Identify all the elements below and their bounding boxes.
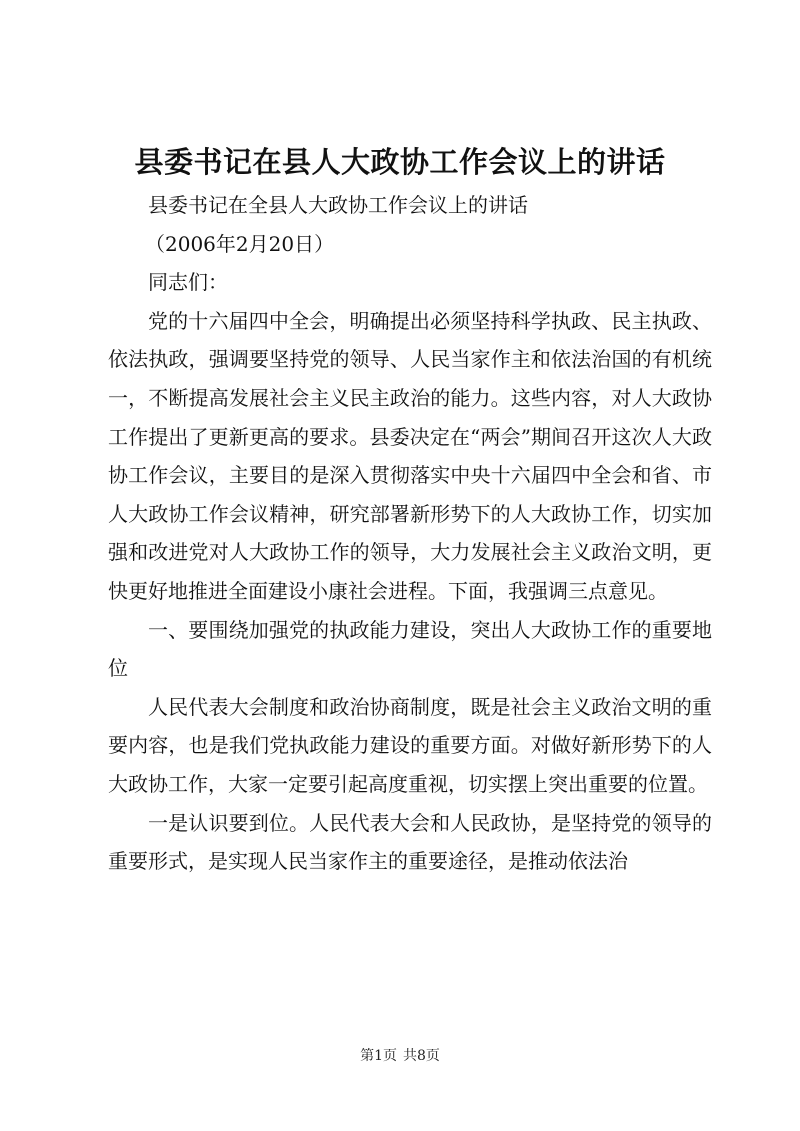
page-footer: [0, 1046, 800, 1066]
section-heading: 一、要围绕加强党的执政能力建设，突出人大政协工作的重要地位: [108, 617, 712, 681]
salutation-paragraph: 同志们：: [148, 270, 228, 295]
document-title: 县委书记在县人大政协工作会议上的讲话: [134, 145, 666, 179]
page-total: 共8页: [403, 1048, 440, 1064]
body-paragraph: 党的十六届四中全会，明确提出必须坚持科学执政、民主执政、依法执政，强调要坚持党的领导、人民当家作主和依法治国的有机统一，不断提高发展社会主义民主政治的能力。这些内容，对人大政协工作提出了更新更高的要求。县委决定在“两会”期间召开这次人大政协工作会议，主要目的是深入贯彻落实中央十六届四中全会和省、市人大政协工作会议精神，研究部署新形势下的人大政协工作，切实加强和改进党对人大政协工作的领导，大力发展社会主义政治文明，更快更好地推进全面建设小康社会进程。下面，我强调三点意见。: [108, 308, 712, 603]
document-body: [108, 186, 712, 881]
body-paragraph: 人民代表大会制度和政治协商制度，既是社会主义政治文明的重要内容，也是我们党执政能力建设的重要方面。对做好新形势下的人大政协工作，大家一定要引起高度重视，切实摆上突出重要的位置。: [108, 694, 712, 796]
subtitle-paragraph: 县委书记在全县人大政协工作会议上的讲话: [148, 193, 528, 217]
body-paragraph: 一是认识要到位。人民代表大会和人民政协，是坚持党的领导的重要形式，是实现人民当家作主的重要途径，是推动依法治: [108, 810, 712, 874]
page-number: 第1页: [360, 1048, 397, 1064]
date-paragraph: （2006年2月20日）: [145, 231, 335, 256]
